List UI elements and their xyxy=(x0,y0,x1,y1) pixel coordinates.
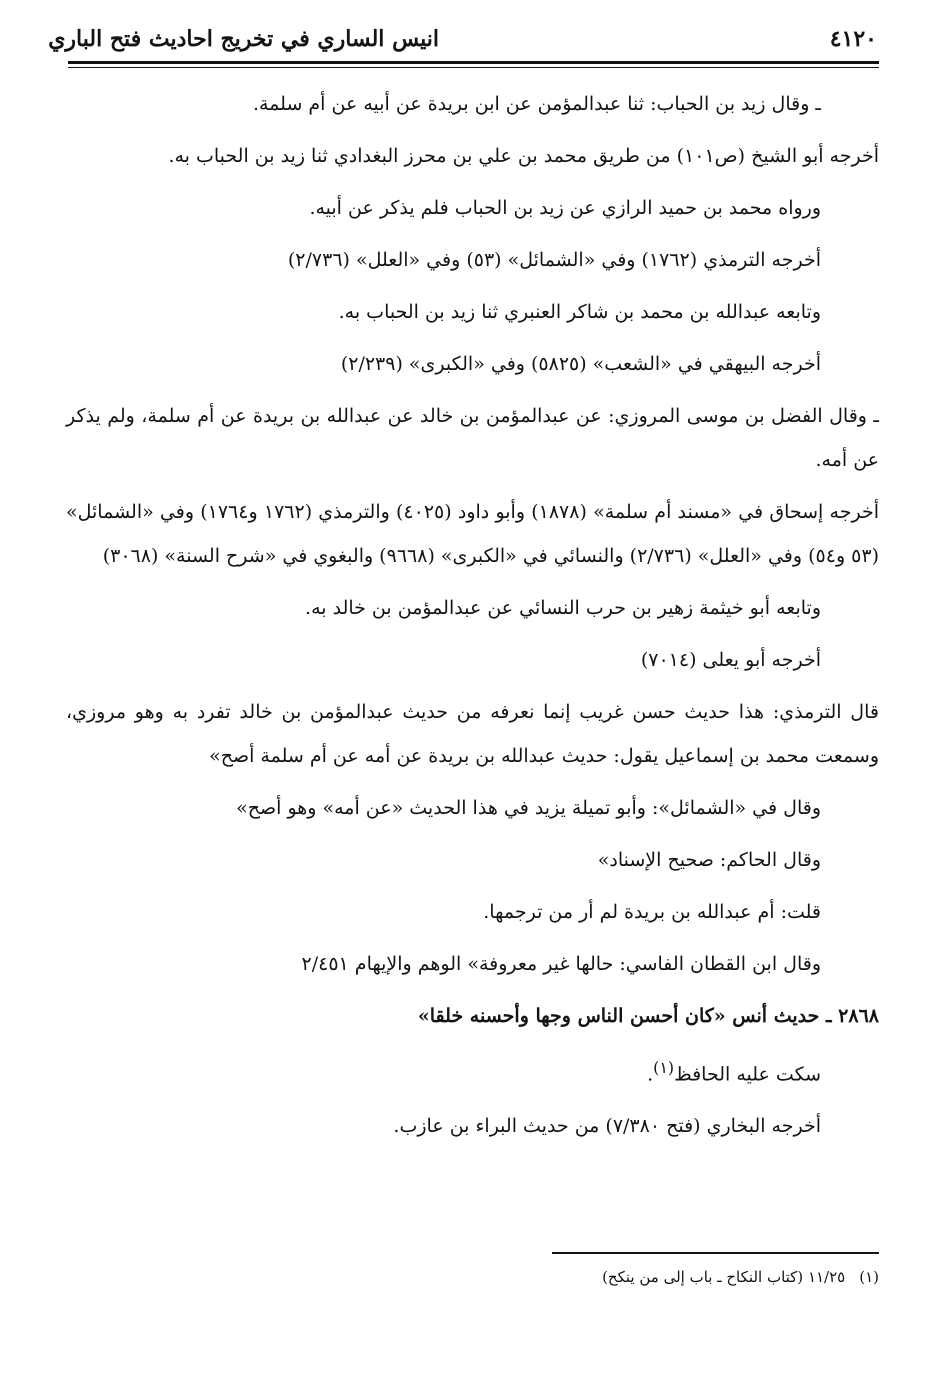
paragraph: وقال الحاكم: صحيح الإسناد» xyxy=(597,849,821,871)
hadith-number: ٢٨٦٨ xyxy=(838,1005,879,1027)
header-rule-thick xyxy=(68,61,879,64)
page-body xyxy=(66,82,879,1156)
paragraph: أخرجه الترمذي (١٧٦٢) وفي «الشمائل» (٥٣) وفي «العلل» (٢/٧٣٦) xyxy=(287,249,821,271)
running-title: انيس الساري في تخريج احاديث فتح الباري xyxy=(48,26,439,52)
paragraph: قال الترمذي: هذا حديث حسن غريب إنما نعرفه من حديث عبدالمؤمن بن خالد تفرد به وهو مروزي، وسمعت محمد بن إسماعيل يقول: حديث عبدالله بن بريدة عن أمه عن أم سلمة أصح» xyxy=(66,701,879,767)
paragraph: أخرجه أبو يعلى (٧٠١٤) xyxy=(640,649,821,671)
paragraph: وتابعه عبدالله بن محمد بن شاكر العنبري ثنا زيد بن الحباب به. xyxy=(338,301,821,323)
paragraph: وقال في «الشمائل»: وأبو تميلة يزيد في هذا الحديث «عن أمه» وهو أصح» xyxy=(236,797,821,819)
footnote-reference: (١) xyxy=(653,1058,675,1077)
paragraph xyxy=(66,1046,879,1096)
footnote-text: ١١/٢٥ (كتاب النكاح ـ باب إلى من ينكح) xyxy=(602,1268,846,1286)
footnote xyxy=(279,1262,879,1292)
hadith-text: ـ حديث أنس «كان أحسن الناس وجها وأحسنه خلقا» xyxy=(417,1005,832,1027)
paragraph: أخرجه أبو الشيخ (ص١٠١) من طريق محمد بن علي بن محرز البغدادي ثنا زيد بن الحباب به. xyxy=(168,145,879,167)
paragraph: أخرجه البخاري (فتح ٧/٣٨٠) من حديث البراء بن عازب. xyxy=(393,1115,821,1138)
paragraph: وتابعه أبو خيثمة زهير بن حرب النسائي عن عبدالمؤمن بن خالد به. xyxy=(305,597,821,619)
footnote-marker: (١) xyxy=(859,1268,879,1286)
paragraph: وقال ابن القطان الفاسي: حالها غير معروفة» الوهم والإيهام ٢/٤٥١ xyxy=(301,953,821,975)
paragraph: أخرجه إسحاق في «مسند أم سلمة» (١٨٧٨) وأبو داود (٤٠٢٥) والترمذي (١٧٦٢ و١٧٦٤) وفي «الشمائل» (٥٣ و٥٤) وفي «العلل» (٢/٧٣٦) والنسائي في «الكبرى» (٩٦٦٨) والبغوي في «شرح السنة» (٣٠٦٨) xyxy=(66,501,879,567)
paragraph: ـ وقال الفضل بن موسى المروزي: عن عبدالمؤمن بن خالد عن عبدالله بن بريدة عن أم سلمة، ولم يذكر عن أمه. xyxy=(66,405,879,471)
paragraph: قلت: أم عبدالله بن بريدة لم أر من ترجمها. xyxy=(483,901,821,923)
paragraph: ـ وقال زيد بن الحباب: ثنا عبدالمؤمن عن ابن بريدة عن أبيه عن أم سلمة. xyxy=(252,93,821,115)
paragraph-text: سكت عليه الحافظ xyxy=(674,1063,821,1086)
header-rule-thin xyxy=(68,67,879,68)
footnote-rule xyxy=(552,1252,879,1254)
hadith-entry xyxy=(66,994,879,1038)
page-header xyxy=(48,22,879,68)
page-number: ٤١٢٠ xyxy=(829,26,877,52)
paragraph: أخرجه البيهقي في «الشعب» (٥٨٢٥) وفي «الكبرى» (٢/٢٣٩) xyxy=(340,353,821,375)
paragraph-tail: . xyxy=(647,1063,654,1086)
paragraph: ورواه محمد بن حميد الرازي عن زيد بن الحباب فلم يذكر عن أبيه. xyxy=(309,197,821,219)
